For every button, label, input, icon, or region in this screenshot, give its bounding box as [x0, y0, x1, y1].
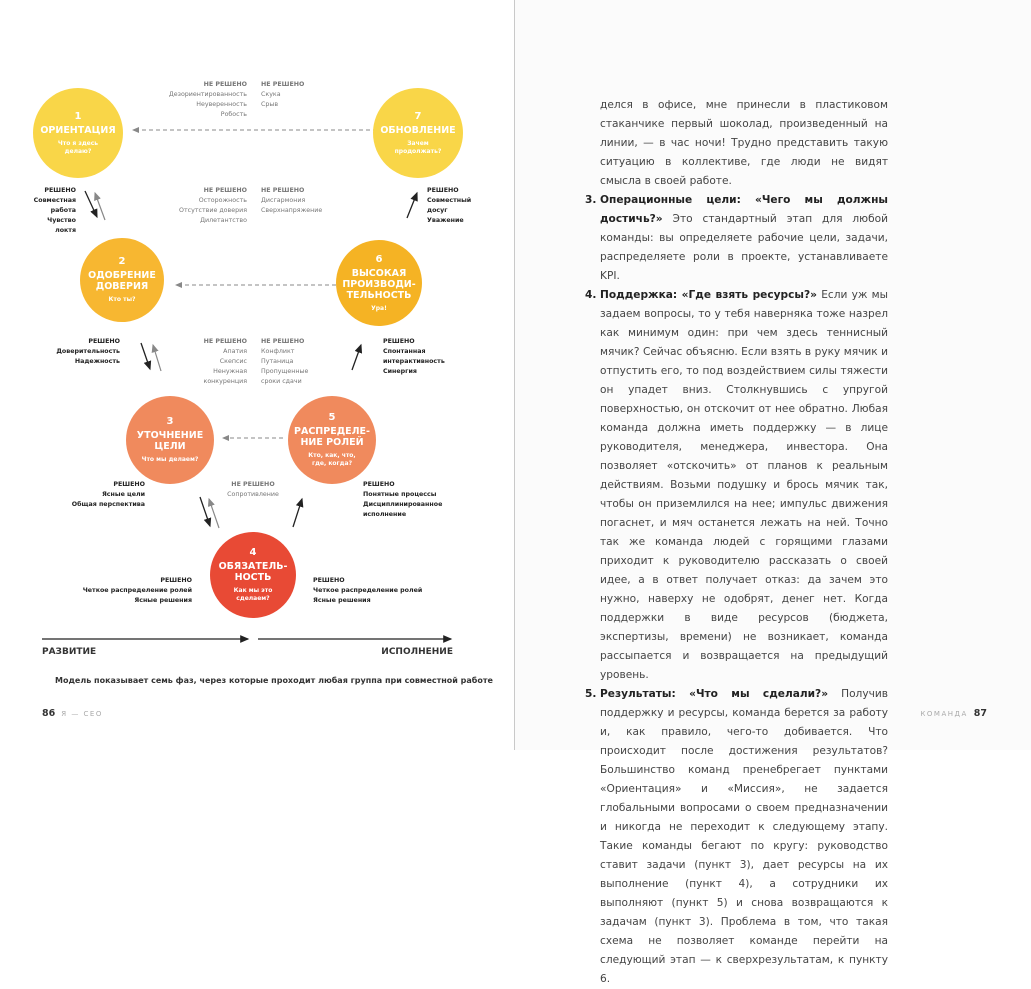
page-number: 87 — [973, 708, 987, 719]
unresolved-heading: НЕ РЕШЕНО — [203, 338, 247, 345]
item-heading: Поддержка: «Где взять ресурсы?» — [600, 289, 817, 301]
phase-question: Кто, как, что, где, когда? — [308, 452, 356, 467]
item-heading: Операционные цели: «Чего мы должны достичь?» — [600, 194, 888, 225]
phase-number: 5 — [328, 412, 336, 423]
resolved-heading: РЕШЕНО — [88, 338, 120, 345]
phase-4-circle — [210, 532, 296, 618]
resolved-phase-7 — [427, 186, 471, 226]
resolved-items: Четкое распределение ролей Ясные решения — [82, 587, 192, 604]
unresolved-row3-right — [261, 337, 308, 387]
phase-5-circle — [288, 396, 376, 484]
phase-3-circle — [126, 396, 214, 484]
phase-title: УТОЧНЕНИЕ ЦЕЛИ — [136, 430, 204, 452]
unresolved-items: Апатия Скепсис Ненужная конкуренция — [203, 348, 247, 385]
resolved-phase-4-left — [83, 576, 192, 606]
resolved-phase-6 — [383, 337, 445, 377]
resolved-phase-1 — [34, 186, 76, 236]
axis-label-development: РАЗВИТИЕ — [42, 647, 97, 657]
phase-question: Кто ты? — [108, 296, 136, 303]
resolved-heading: РЕШЕНО — [160, 577, 192, 584]
phase-number: 1 — [74, 110, 82, 122]
arrow-4-to-3 — [209, 499, 219, 528]
unresolved-items: Осторожность Отсутствие доверия Дилетантство — [179, 197, 247, 224]
phase-title: ОРИЕНТАЦИЯ — [40, 124, 116, 136]
running-head: Я — CEO — [61, 710, 103, 718]
unresolved-heading: НЕ РЕШЕНО — [231, 481, 275, 488]
unresolved-row2-left — [179, 186, 247, 226]
phase-1-circle — [33, 88, 123, 178]
resolved-items: Ясные цели Общая перспектива — [71, 491, 145, 508]
resolved-phase-3 — [72, 480, 145, 510]
running-head: КОМАНДА — [920, 710, 968, 718]
resolved-items: Совместная работа Чувство локтя — [33, 197, 76, 234]
phase-title: РАСПРЕДЕЛЕ- НИЕ РОЛЕЙ — [294, 426, 370, 448]
unresolved-items: Конфликт Путаница Пропущенные сроки сдачи — [261, 348, 309, 385]
arrow-3-to-2 — [153, 345, 161, 371]
arrow-6-to-7 — [407, 193, 417, 218]
resolved-phase-2 — [56, 337, 120, 367]
arrow-4-to-5 — [293, 499, 302, 527]
right-footer — [914, 708, 987, 719]
phase-question: Что я здесь делаю? — [57, 139, 99, 155]
unresolved-heading: НЕ РЕШЕНО — [261, 338, 305, 345]
phase-title: ВЫСОКАЯ ПРОИЗВОДИ- ТЕЛЬНОСТЬ — [342, 267, 416, 301]
phase-number: 3 — [166, 416, 174, 427]
item-body: Получив поддержку и ресурсы, команда берется за работу и, как правило, чего-то добивается. Что происходит после достижения результатов? Большинство команд пренебрегает пунктами «Ориентация» и «Миссия», не задается глобальными вопросами о своем предназначении и никогда не переходит к следующему этапу. Такие команды бегают по кругу: руководство ставит задачи (пункт 3), дает ресурсы на их выполнение (пункт 4), а сотрудники их выполняют (пункт 5) и снова возвращаются к задачам (пункт 3). Проблема в том, что такая схема не позволяет команде перейти на следующий этап — к сверхрезультатам, к пункту 6. — [600, 688, 888, 985]
item-heading: Результаты: «Что мы сделали?» — [600, 688, 829, 700]
unresolved-row1-left — [169, 80, 247, 120]
phase-6-circle — [336, 240, 422, 326]
unresolved-heading: НЕ РЕШЕНО — [203, 187, 247, 194]
unresolved-items: Скука Срыв — [261, 91, 281, 108]
item-number: 3. — [585, 194, 597, 206]
unresolved-row2-right — [261, 186, 322, 216]
right-page — [515, 0, 1031, 985]
phase-number: 7 — [414, 110, 422, 122]
resolved-heading: РЕШЕНО — [427, 187, 459, 194]
phase-2-circle — [80, 238, 164, 322]
resolved-heading: РЕШЕНО — [44, 187, 76, 194]
item-number: 4. — [585, 289, 597, 301]
list-item-4 — [585, 286, 888, 685]
list-item-3 — [585, 191, 888, 286]
resolved-items: Четкое распределение ролей Ясные решения — [313, 587, 423, 604]
unresolved-items: Сопротивление — [227, 491, 279, 498]
intro-paragraph: делся в офисе, мне принесли в пластиковом стаканчике первый шоколад, произведенный на линии, — в час ночи! Трудно представить такую ситуацию в коллективе, где люди не видят смысла в своей работе. — [600, 99, 888, 187]
resolved-items: Понятные процессы Дисциплинированное исполнение — [363, 491, 443, 518]
resolved-heading: РЕШЕНО — [313, 577, 345, 584]
resolved-phase-5 — [363, 480, 442, 520]
left-page — [0, 0, 515, 750]
item-body: Это стандартный этап для любой команды: вы определяете рабочие цели, задачи, распределяете роли в проекте, устанавливаете KPI. — [600, 213, 888, 282]
unresolved-row4 — [223, 480, 283, 500]
phase-title: ОБНОВЛЕНИЕ — [380, 124, 456, 136]
resolved-heading: РЕШЕНО — [383, 338, 415, 345]
figure-caption: Модель показывает семь фаз, через которые проходит любая группа при совместной работе — [55, 676, 493, 685]
unresolved-items: Дезориентированность Неуверенность Робость — [168, 91, 247, 118]
resolved-heading: РЕШЕНО — [363, 481, 395, 488]
resolved-items: Совместный досуг Уважение — [427, 197, 472, 224]
phase-title: ОДОБРЕНИЕ ДОВЕРИЯ — [88, 270, 156, 292]
phase-question: Как мы это сделаем? — [233, 587, 273, 602]
unresolved-heading: НЕ РЕШЕНО — [261, 81, 305, 88]
item-number: 5. — [585, 688, 597, 700]
resolved-phase-4-right — [313, 576, 422, 606]
phase-title: ОБЯЗАТЕЛЬ- НОСТЬ — [218, 561, 288, 583]
unresolved-heading: НЕ РЕШЕНО — [203, 81, 247, 88]
resolved-heading: РЕШЕНО — [113, 481, 145, 488]
arrow-2-to-3 — [141, 343, 150, 369]
unresolved-heading: НЕ РЕШЕНО — [261, 187, 305, 194]
phase-number: 6 — [375, 253, 383, 265]
phase-number: 4 — [249, 547, 257, 558]
page-number: 86 — [42, 708, 56, 719]
phase-question: Ура! — [371, 304, 387, 312]
item-body: Если уж мы задаем вопросы, то у тебя наверняка тоже назрел как минимум один: при чем здесь теннисный мячик? Сейчас объясню. Если взять в руку мячик и отпустить его, то под воздействием силы тяжести он упадет вниз. Столкнувшись с упругой поверхностью, он отскочит от нее обратно. Любая команда должна иметь поддержку — в лице руководителя, менеджера, инвестора. Она позволяет «отскочить» от планов к реальным действиям. Возьми подушку и брось мячик так, чтобы он приземлился на нее; импульс движения погаснет, и мяч останется лежать на ней. Точно так же команда людей с горящими глазами приходит к руководителю рассказать о своей идее, а в ответ получает отказ: да зачем это нужно, наверху не одобрят, денег нет. Когда поддержки в виде ресурсов (бюджета, экспертизы, времени) не возникает, команда рассыпается и возвращается на предыдущий уровень. — [600, 289, 888, 681]
resolved-items: Доверительность Надежность — [56, 348, 120, 365]
arrow-5-to-6 — [352, 345, 361, 370]
unresolved-row1-right — [261, 80, 304, 110]
body-text — [585, 96, 888, 989]
left-footer — [42, 708, 109, 719]
unresolved-row3-left — [204, 337, 247, 387]
phase-question: Что мы делаем? — [141, 456, 199, 463]
unresolved-items: Дисгармония Сверхнапряжение — [261, 197, 323, 214]
list-item-5 — [585, 685, 888, 989]
phase-7-circle — [373, 88, 463, 178]
axis-label-execution: ИСПОЛНЕНИЕ — [381, 647, 453, 657]
arrow-3-to-4 — [200, 497, 210, 526]
resolved-items: Спонтанная интерактивность Синергия — [383, 348, 445, 375]
phase-question: Зачем продолжать? — [394, 139, 442, 155]
phase-number: 2 — [118, 256, 126, 267]
